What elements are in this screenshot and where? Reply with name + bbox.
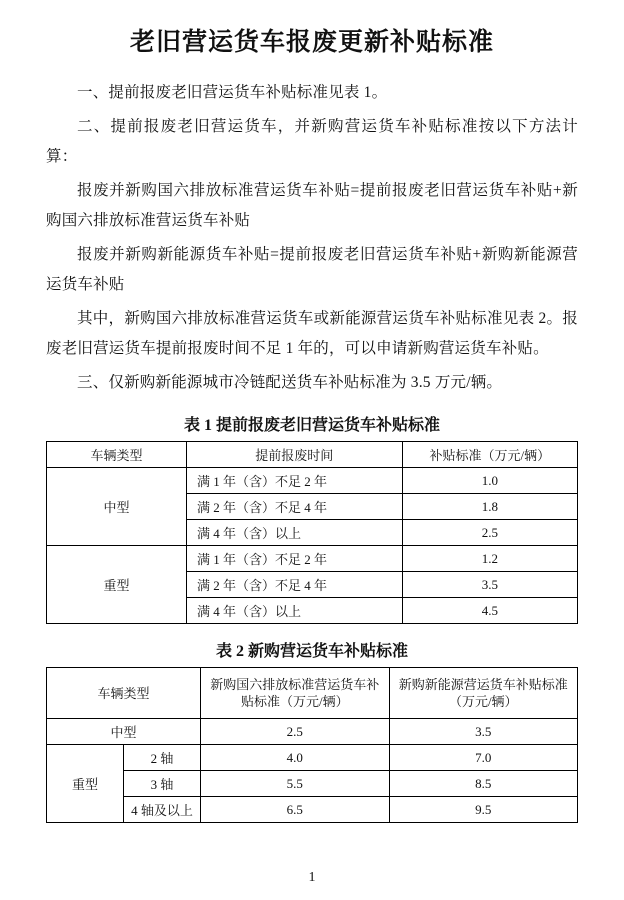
table2-row-1-sub: 2 轴	[124, 745, 201, 771]
table1-group-0-row-1-subsidy: 1.8	[402, 494, 577, 520]
table2-row-0-nev: 3.5	[389, 719, 577, 745]
table-row	[47, 668, 578, 719]
table1-group-1-row-2-subsidy: 4.5	[402, 598, 577, 624]
paragraph-4: 报废并新购新能源货车补贴=提前报废老旧营运货车补贴+新购新能源营运货车补贴	[46, 246, 578, 293]
table-early-scrap-subsidy	[46, 441, 578, 624]
table1-group-0-row-0-period: 满 1 年（含）不足 2 年	[186, 468, 402, 494]
table1-group-0-row-0-subsidy: 1.0	[402, 468, 577, 494]
table-row	[47, 546, 578, 572]
table1-group-1-row-1-period: 满 2 年（含）不足 4 年	[186, 572, 402, 598]
table2-header-0: 车辆类型	[47, 668, 201, 719]
table2-caption: 表 2 新购营运货车补贴标准	[215, 643, 408, 660]
table1-group-1-row-0-subsidy: 1.2	[402, 546, 577, 572]
page-number: 1	[308, 870, 316, 885]
table2-row-0-guo6: 2.5	[201, 719, 389, 745]
paragraph-2: 二、提前报废老旧营运货车，并新购营运货车补贴标准按以下方法计算：	[46, 118, 578, 165]
table2-row-1-nev: 7.0	[389, 745, 577, 771]
table1-caption: 表 1 提前报废老旧营运货车补贴标准	[183, 417, 440, 434]
table-row	[47, 442, 578, 468]
paragraph-3: 报废并新购国六排放标准营运货车补贴=提前报废老旧营运货车补贴+新购国六排放标准营运货车补贴	[46, 182, 578, 229]
table1-header-0: 车辆类型	[47, 442, 187, 468]
table2-heavy-label: 重型	[47, 745, 124, 823]
table-row	[47, 797, 578, 823]
table1-header-2: 补贴标准（万元/辆）	[402, 442, 577, 468]
table1-group-0-row-2-subsidy: 2.5	[402, 520, 577, 546]
table2-row-3-guo6: 6.5	[201, 797, 389, 823]
table2-row-1-guo6: 4.0	[201, 745, 389, 771]
table1-header-1: 提前报废时间	[186, 442, 402, 468]
paragraph-6: 三、仅新购新能源城市冷链配送货车补贴标准为 3.5 万元/辆。	[77, 374, 503, 391]
table-row	[47, 468, 578, 494]
table2-row-0-type: 中型	[47, 719, 201, 745]
table1-group-1-row-1-subsidy: 3.5	[402, 572, 577, 598]
table1-group-0-row-2-period: 满 4 年（含）以上	[186, 520, 402, 546]
table-new-purchase-subsidy	[46, 667, 578, 823]
table2-row-3-nev: 9.5	[389, 797, 577, 823]
page-title: 老旧营运货车报废更新补贴标准	[129, 29, 494, 56]
table1-group-1-type: 重型	[47, 546, 187, 624]
table1-group-0-row-1-period: 满 2 年（含）不足 4 年	[186, 494, 402, 520]
table-row	[47, 745, 578, 771]
table2-header-1: 新购国六排放标准营运货车补贴标准（万元/辆）	[201, 668, 389, 719]
table1-group-1-row-0-period: 满 1 年（含）不足 2 年	[186, 546, 402, 572]
paragraph-5: 其中，新购国六排放标准营运货车或新能源营运货车补贴标准见表 2。报废老旧营运货车提前报废时间不足 1 年的，可以申请新购营运货车补贴。	[46, 310, 578, 357]
table2-row-2-nev: 8.5	[389, 771, 577, 797]
table1-group-1-row-2-period: 满 4 年（含）以上	[186, 598, 402, 624]
table2-header-2: 新购新能源营运货车补贴标准（万元/辆）	[389, 668, 577, 719]
table2-row-2-sub: 3 轴	[124, 771, 201, 797]
table2-row-3-sub: 4 轴及以上	[124, 797, 201, 823]
table2-row-2-guo6: 5.5	[201, 771, 389, 797]
table1-group-0-type: 中型	[47, 468, 187, 546]
table-row	[47, 771, 578, 797]
paragraph-1: 一、提前报废老旧营运货车补贴标准见表 1。	[77, 84, 388, 101]
table-row	[47, 719, 578, 745]
